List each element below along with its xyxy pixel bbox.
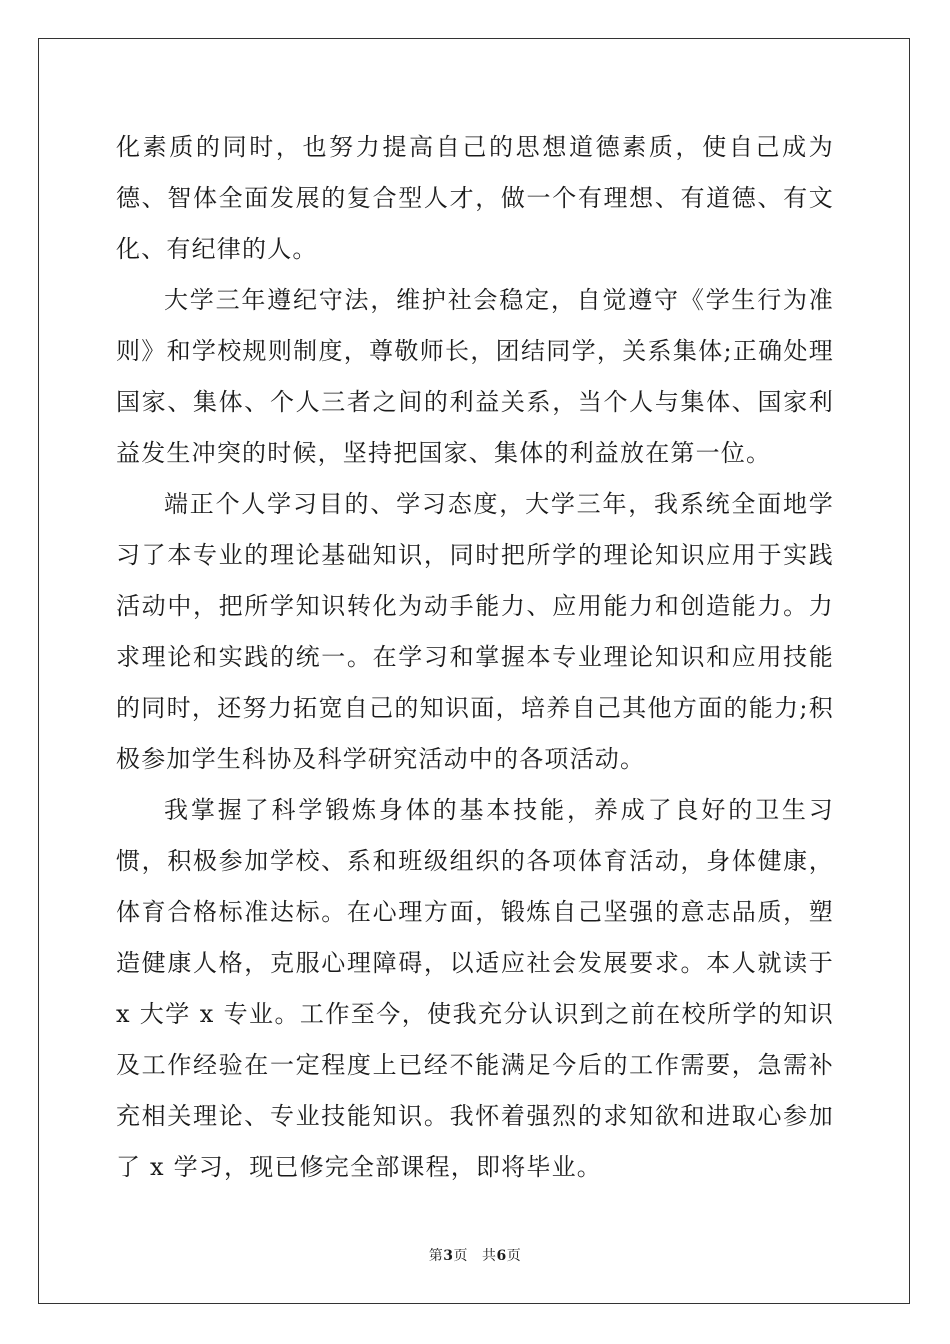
- paragraph-3: 端正个人学习目的、学习态度，大学三年，我系统全面地学习了本专业的理论基础知识，同时把所学的理论知识应用于实践活动中，把所学知识转化为动手能力、应用能力和创造能力。力求理论和实践的统一。在学习和掌握本专业理论知识和应用技能的同时，还努力拓宽自己的知识面，培养自己其他方面的能力;积极参加学生科协及科学研究活动中的各项活动。: [116, 490, 834, 773]
- paragraph-1: 化素质的同时，也努力提高自己的思想道德素质，使自己成为德、智体全面发展的复合型人才，做一个有理想、有道德、有文化、有纪律的人。: [116, 133, 834, 263]
- page-footer: [0, 1245, 950, 1265]
- total-prefix: 共: [482, 1248, 497, 1264]
- current-page-number: 3: [443, 1248, 454, 1264]
- total-pages-indicator: [482, 1248, 521, 1264]
- page-indicator: [429, 1248, 468, 1264]
- page-suffix: 页: [453, 1248, 468, 1264]
- total-page-number: 6: [496, 1248, 507, 1264]
- paragraph-2: 大学三年遵纪守法，维护社会稳定，自觉遵守《学生行为准则》和学校规则制度，尊敬师长，团结同学，关系集体;正确处理国家、集体、个人三者之间的利益关系，当个人与集体、国家利益发生冲突的时候，坚持把国家、集体的利益放在第一位。: [116, 286, 834, 467]
- document-body: [116, 122, 834, 1193]
- total-suffix: 页: [506, 1248, 522, 1264]
- paragraph-4: 我掌握了科学锻炼身体的基本技能，养成了良好的卫生习惯，积极参加学校、系和班级组织的各项体育活动，身体健康，体育合格标准达标。在心理方面，锻炼自己坚强的意志品质，塑造健康人格，克服心理障碍，以适应社会发展要求。本人就读于 x 大学 x 专业。工作至今，使我充分认识到之前在校所学的知识及工作经验在一定程度上已经不能满足今后的工作需要，急需补充相关理论、专业技能知识。我怀着强烈的求知欲和进取心参加了 x 学习，现已修完全部课程，即将毕业。: [116, 796, 834, 1181]
- page-prefix: 第: [428, 1248, 444, 1264]
